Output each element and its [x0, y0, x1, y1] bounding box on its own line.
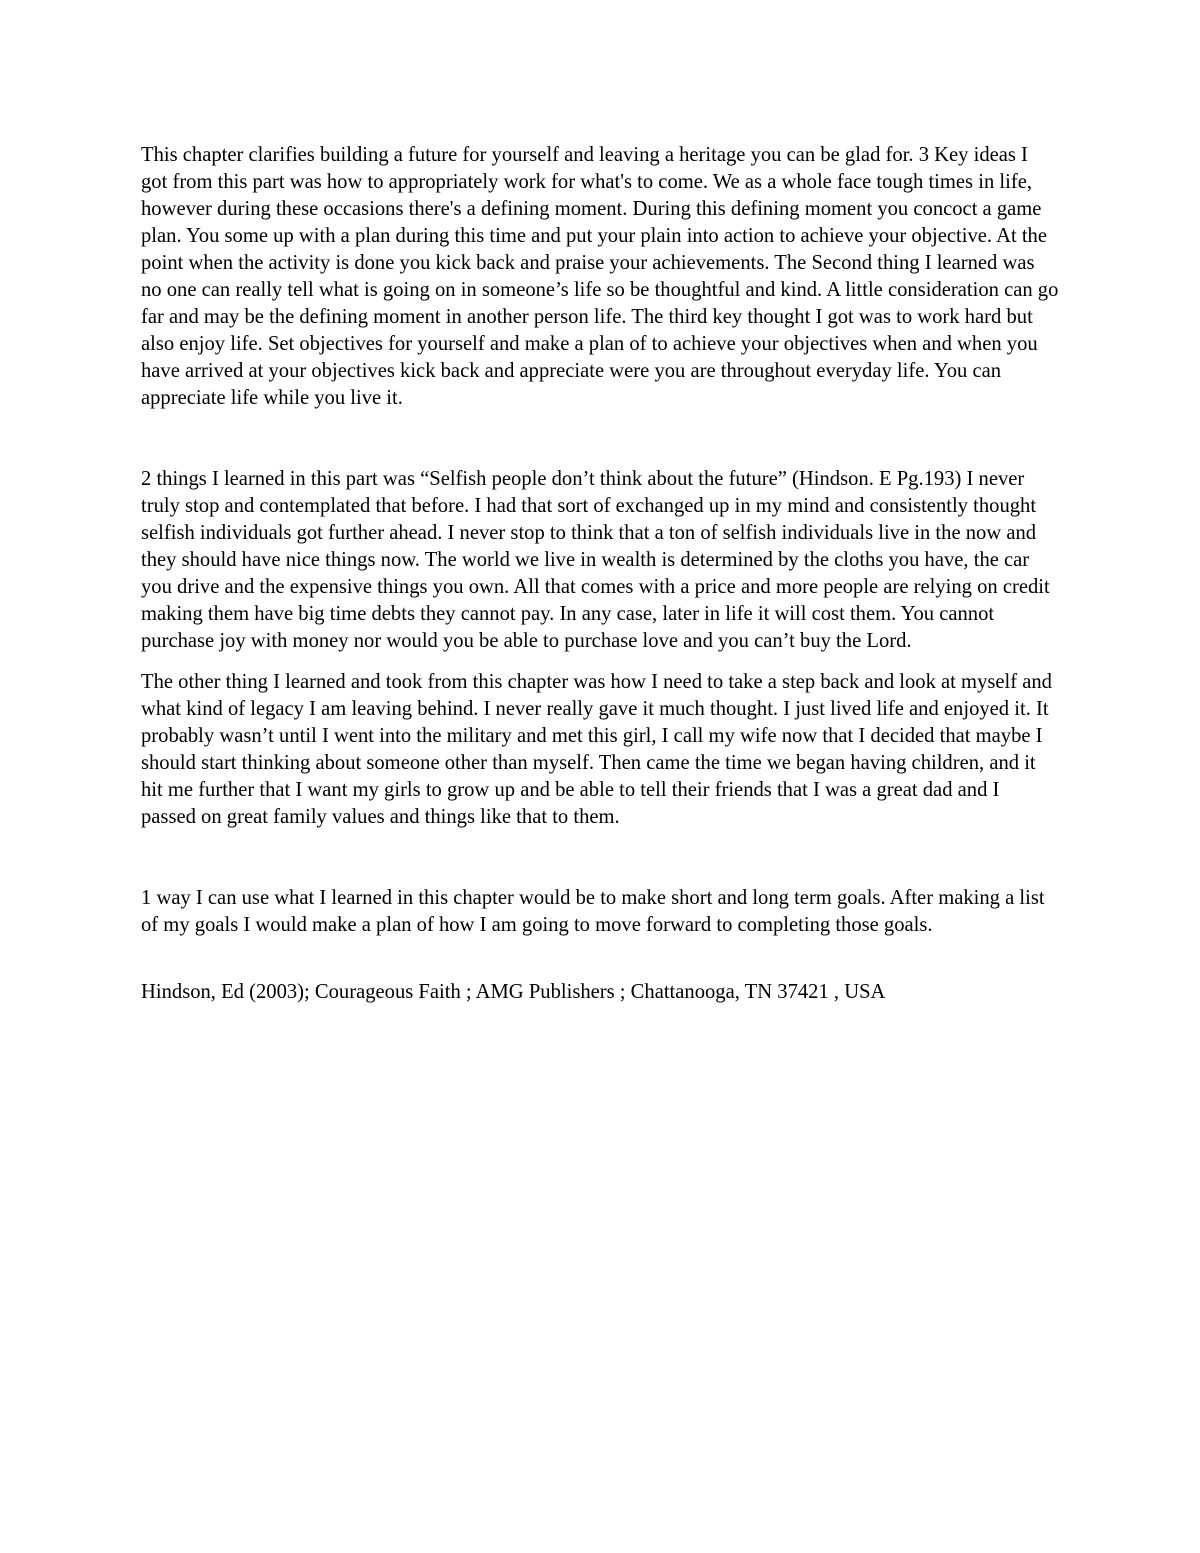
citation: Hindson, Ed (2003); Courageous Faith ; AMG Publishers ; Chattanooga, TN 37421 , USA [141, 981, 886, 1003]
document-body [141, 142, 1059, 1006]
paragraph-legacy: The other thing I learned and took from this chapter was how I need to take a step back and look at myself and what kind of legacy I am leaving behind. I never really gave it much thought. I just lived life and enjoyed it. It probably wasn’t until I went into the military and met this girl, I call my wife now that I decided that maybe I should start thinking about someone other than myself. Then came the time we began having children, and it hit me further that I want my girls to grow up and be able to tell their friends that I was a great dad and I passed on great family values and things like that to them. [141, 671, 1052, 828]
paragraph-selfish-people: 2 things I learned in this part was “Selfish people don’t think about the future” (Hindson. E Pg.193) I never truly stop and contemplated that before. I had that sort of exchanged up in my mind and consistently thought selfish individuals got further ahead. I never stop to think that a ton of selfish individuals live in the now and they should have nice things now. The world we live in wealth is determined by the cloths you have, the car you drive and the expensive things you own. All that comes with a price and more people are relying on credit making them have big time debts they cannot pay. In any case, later in life it will cost them. You cannot purchase joy with money nor would you be able to purchase love and you can’t buy the Lord. [141, 468, 1050, 652]
paragraph-key-ideas: This chapter clarifies building a future for yourself and leaving a heritage you can be glad for. 3 Key ideas I got from this part was how to appropriately work for what's to come. We as a whole face tough times in life, however during these occasions there's a defining moment. During this defining moment you concoct a game plan. You some up with a plan during this time and put your plain into action to achieve your objective. At the point when the activity is done you kick back and praise your achievements. The Second thing I learned was no one can really tell what is going on in someone’s life so be thoughtful and kind. A little consideration can go far and may be the defining moment in another person life. The third key thought I got was to work hard but also enjoy life. Set objectives for yourself and make a plan of to achieve your objectives when and when you have arrived at your objectives kick back and appreciate were you are throughout everyday life. You can appreciate life while you live it. [141, 144, 1059, 409]
paragraph-goals: 1 way I can use what I learned in this chapter would be to make short and long term goals. After making a list of my goals I would make a plan of how I am going to move forward to completing those goals. [141, 887, 1045, 936]
